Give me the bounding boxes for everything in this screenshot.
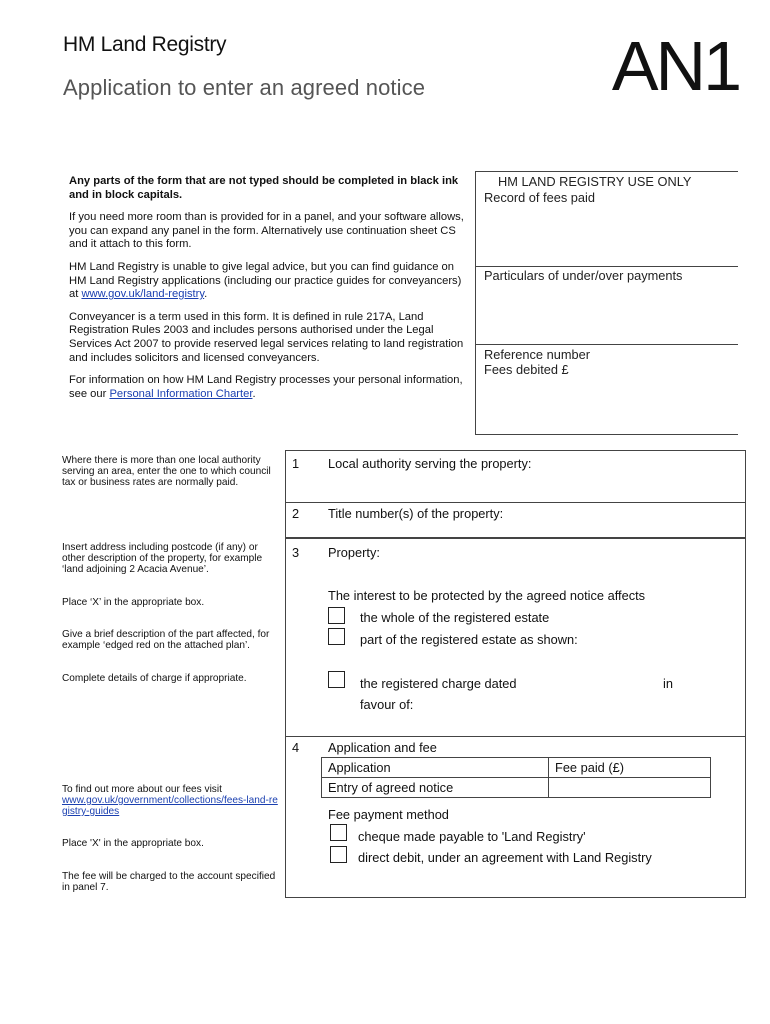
- part-estate-checkbox[interactable]: [328, 628, 345, 645]
- interest-affects-label: The interest to be protected by the agreed notice affects: [328, 588, 646, 603]
- form-code: AN1: [611, 27, 739, 105]
- panel-label: Property:: [328, 545, 380, 560]
- fees-debited-label: Fees debited £: [484, 362, 569, 377]
- fee-table-header: [322, 758, 711, 778]
- record-of-fees-label: Record of fees paid: [484, 190, 595, 205]
- intro-personal-info: For information on how HM Land Registry processes your personal information, see our Personal Information Charter.: [69, 374, 463, 400]
- table-row: [322, 778, 711, 798]
- panel-label: Local authority serving the property:: [328, 456, 532, 471]
- intro-guidance: [69, 175, 471, 401]
- note-charge-details: Complete details of charge if appropriate.: [62, 673, 247, 684]
- intro-conveyancer-definition: Conveyancer is a term used in this form. It is defined in rule 217A, Land Registration Rules 2003 and includes persons authorised under the Legal Services Act 2007 to provide reserved legal services relating to land registration and includes solicitors and licensed conveyancers.: [69, 310, 464, 364]
- use-only-heading: HM LAND REGISTRY USE ONLY: [498, 174, 692, 189]
- col-application: Application: [322, 758, 549, 778]
- intro-ink-instruction: Any parts of the form that are not typed should be completed in black ink and in block capitals.: [69, 175, 459, 201]
- fee-payment-method-label: Fee payment method: [328, 807, 449, 822]
- particulars-row: [476, 266, 738, 345]
- reference-number-label: Reference number: [484, 347, 590, 362]
- panel-number: 2: [292, 506, 300, 521]
- form-title: Application to enter an agreed notice: [63, 75, 426, 100]
- col-fee-paid: Fee paid (£): [549, 758, 711, 778]
- registered-charge-label: the registered charge dated: [360, 676, 517, 691]
- registry-use-only-box: [475, 171, 738, 435]
- intro-extra-room: If you need more room than is provided for in a panel, and your software allows, you can expand any panel in the form. Alternatively use continuation sheet CS and it attach to this form.: [69, 211, 464, 251]
- registered-charge-checkbox[interactable]: [328, 671, 345, 688]
- application-cell: Entry of agreed notice: [322, 778, 549, 798]
- note-local-authority: Where there is more than one local authority serving an area, enter the one to which council tax or business rates are normally paid.: [62, 455, 271, 488]
- panel-title-numbers[interactable]: [285, 502, 746, 538]
- panel-local-authority[interactable]: [285, 450, 746, 503]
- panel-number: 4: [292, 740, 300, 755]
- whole-estate-checkbox[interactable]: [328, 607, 345, 624]
- direct-debit-checkbox[interactable]: [330, 846, 347, 863]
- organisation-name: HM Land Registry: [63, 33, 227, 56]
- land-registry-link[interactable]: www.gov.uk/land-registry: [81, 288, 205, 301]
- panel-label: Title number(s) of the property:: [328, 506, 504, 521]
- note-place-x: Place ‘X’ in the appropriate box.: [62, 597, 205, 608]
- part-estate-label: part of the registered estate as shown:: [360, 632, 578, 647]
- personal-information-charter-link[interactable]: Personal Information Charter: [109, 387, 253, 400]
- note-place-x-fee: Place 'X' in the appropriate box.: [62, 838, 204, 849]
- record-of-fees-row: [476, 172, 738, 267]
- cheque-label: cheque made payable to 'Land Registry': [358, 829, 586, 844]
- particulars-label: Particulars of under/over payments: [484, 268, 683, 283]
- panel-property: [285, 538, 746, 737]
- panel-number: 1: [292, 456, 300, 471]
- panel-application-fee: [285, 736, 746, 898]
- whole-estate-label: the whole of the registered estate: [360, 610, 550, 625]
- note-address: Insert address including postcode (if any) or other description of the property, for example ‘land adjoining 2 Acacia Avenue’.: [62, 542, 263, 575]
- fees-guide-link[interactable]: www.gov.uk/government/collections/fees-land-registry-guides: [62, 795, 278, 817]
- panel-number: 3: [292, 545, 300, 560]
- direct-debit-label: direct debit, under an agreement with Land Registry: [358, 850, 652, 865]
- cheque-checkbox[interactable]: [330, 824, 347, 841]
- note-fees-info: To find out more about our fees visit www.gov.uk/government/collections/fees-land-registry-guides: [62, 784, 278, 817]
- panel-label: Application and fee: [328, 740, 437, 755]
- charge-in-label: in: [663, 676, 673, 691]
- favour-of-label: favour of:: [360, 697, 414, 712]
- note-fee-charged: The fee will be charged to the account specified in panel 7.: [62, 871, 276, 893]
- reference-row: [476, 345, 738, 433]
- intro-legal-advice: HM Land Registry is unable to give legal advice, but you can find guidance on HM Land Registry applications (including our practice guides for conveyancers) at www.gov.uk/land-registry.: [69, 260, 462, 301]
- fee-table: [321, 757, 711, 798]
- fee-paid-cell[interactable]: [549, 778, 711, 798]
- note-brief-description: Give a brief description of the part affected, for example ‘edged red on the attached plan’.: [62, 629, 270, 651]
